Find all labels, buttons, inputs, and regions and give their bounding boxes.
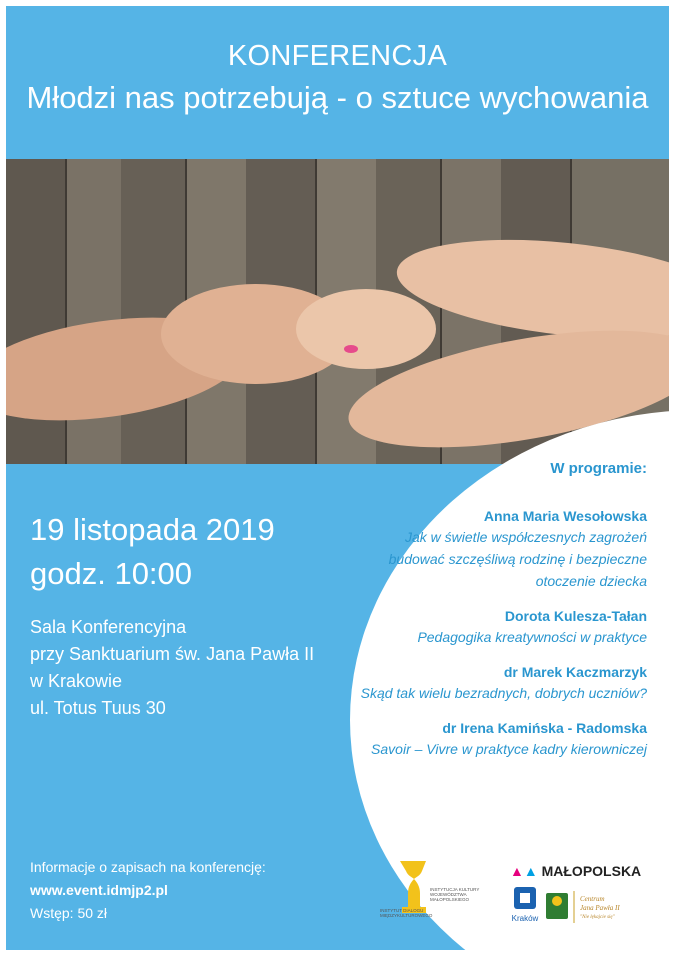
event-time: godz. 10:00 <box>30 556 193 591</box>
speaker-name: Anna Maria Wesołowska <box>483 508 647 524</box>
header <box>6 38 669 118</box>
registration-label: Informacje o zapisach na konferencję: <box>30 859 266 875</box>
sponsor-logos <box>380 855 650 935</box>
venue-line: Sala Konferencyjna <box>30 617 187 637</box>
talk-title: budować szczęśliwą rodzinę i bezpieczne <box>388 551 647 567</box>
program-heading: W programie: <box>550 460 647 477</box>
svg-text:MAŁOPOLSKIEGO: MAŁOPOLSKIEGO <box>430 897 470 902</box>
idm-logo <box>380 859 490 924</box>
program <box>317 460 647 760</box>
malopolska-logo: ▲▲ MAŁOPOLSKA <box>510 863 642 879</box>
talk-title: Pedagogika kreatywności w praktyce <box>417 629 647 645</box>
svg-text:Kraków: Kraków <box>511 914 539 923</box>
talk-title: Savoir – Vivre w praktyce kadry kierowniczej <box>371 741 647 757</box>
venue-line: ul. Totus Tuus 30 <box>30 698 166 718</box>
speaker-name: Dorota Kulesza-Tałan <box>504 608 647 624</box>
hands-photo <box>6 159 669 464</box>
cjp-logo <box>546 887 646 932</box>
svg-text:INSTYTUT DIALOGU: INSTYTUT DIALOGU <box>380 908 424 913</box>
svg-text:"Nie lękajcie się": "Nie lękajcie się" <box>580 915 615 920</box>
talk-title: Skąd tak wielu bezradnych, dobrych uczniów? <box>360 685 647 701</box>
date-block <box>30 508 275 596</box>
conference-title: Młodzi nas potrzebują - o sztuce wychowania <box>26 80 649 115</box>
venue-line: w Krakowie <box>30 671 123 691</box>
venue-line: przy Sanktuarium św. Jana Pawła II <box>30 644 315 664</box>
talk-title: otoczenie dziecka <box>535 573 647 589</box>
speaker-name: dr Irena Kamińska - Radomska <box>442 720 647 736</box>
svg-text:WOJEWÓDZTWA: WOJEWÓDZTWA <box>430 892 467 897</box>
registration-info <box>30 856 266 925</box>
svg-text:INSTYTUCJA KULTURY: INSTYTUCJA KULTURY <box>430 887 480 892</box>
svg-text:Centrum: Centrum <box>580 895 605 903</box>
event-date: 19 listopada 2019 <box>30 512 275 547</box>
talk-title: Jak w świetle współczesnych zagrożeń <box>405 529 647 545</box>
svg-text:Jana Pawła II: Jana Pawła II <box>580 904 620 912</box>
venue-block <box>30 614 314 722</box>
krakow-logo <box>510 885 540 930</box>
hands-image <box>6 159 669 464</box>
registration-link[interactable]: www.event.idmjp2.pl <box>30 882 168 898</box>
entry-fee: Wstęp: 50 zł <box>30 905 108 921</box>
svg-text:MIĘDZYKULTUROWEGO: MIĘDZYKULTUROWEGO <box>380 913 433 918</box>
speaker-name: dr Marek Kaczmarzyk <box>503 664 647 680</box>
conference-label: KONFERENCJA <box>227 40 448 72</box>
